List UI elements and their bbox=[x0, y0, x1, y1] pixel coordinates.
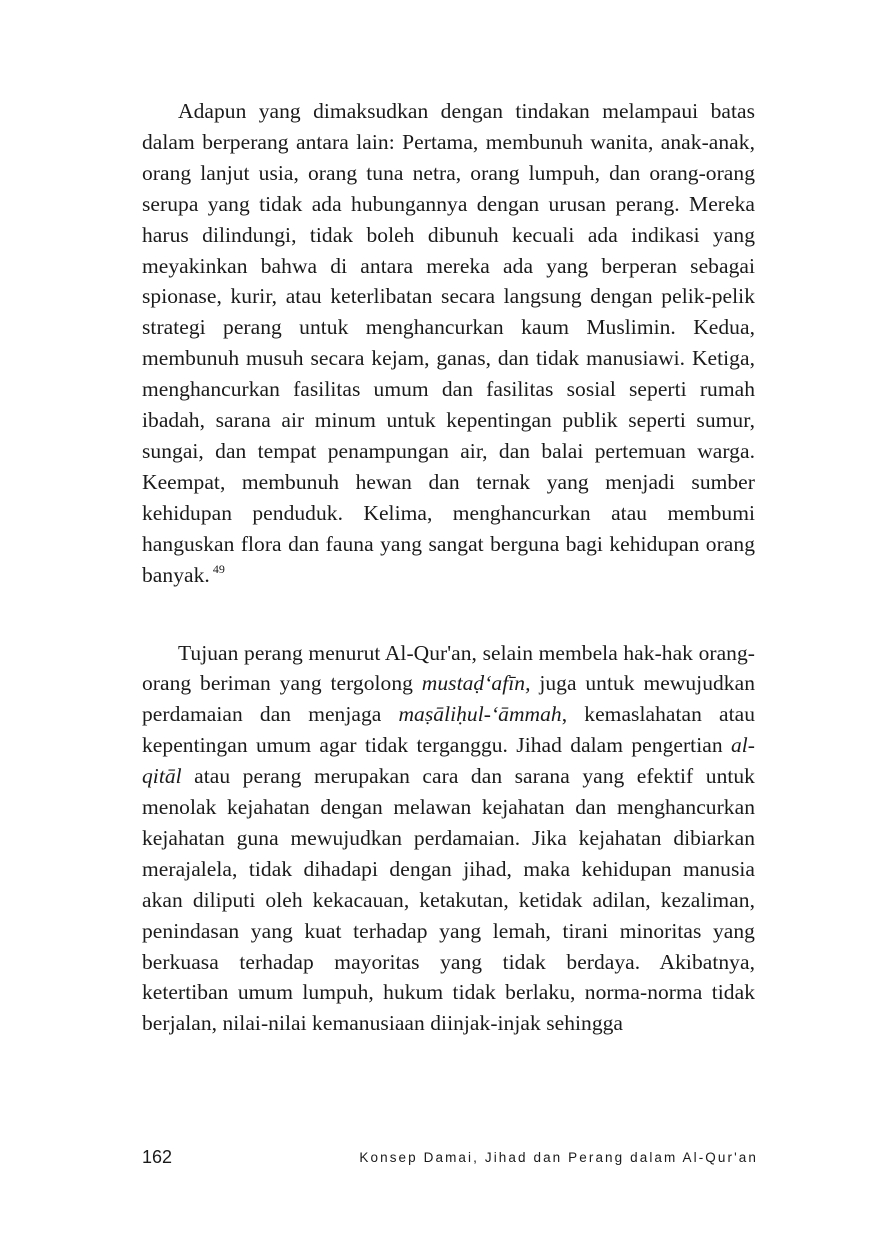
page-number: 162 bbox=[142, 1147, 173, 1167]
italic-term: maṣāliḥul-ʻāmmah bbox=[398, 702, 562, 727]
paragraph bbox=[142, 638, 755, 1040]
text-run: , kemaslahatan atau kepentingan umum agar tidak terganggu. Jihad dalam pengertian bbox=[142, 702, 755, 758]
page-footer bbox=[142, 1147, 758, 1171]
running-title: Konsep Damai, Jihad dan Perang dalam Al-Qur'an bbox=[359, 1150, 758, 1165]
footnote-reference: 49 bbox=[212, 561, 225, 576]
italic-term: al-qitāl bbox=[142, 733, 755, 789]
text-run: Adapun yang dimaksudkan dengan tindakan melampaui batas dalam berperang antara lain: Pertama, membunuh wanita, anak-anak, orang lanjut usia, orang tuna netra, orang lumpuh, dan orang-orang serupa yang tidak ada hubungannya dengan urusan perang. Mereka harus dilindungi, tidak boleh dibunuh kecuali ada indikasi yang meyakinkan bahwa di antara mereka ada yang berperan sebagai spionase, kurir, atau keterlibatan secara langsung dengan pelik-pelik strategi perang untuk menghancurkan kaum Muslimin. Kedua, membunuh musuh secara kejam, ganas, dan tidak manusiawi. Ketiga, menghancurkan fasilitas umum dan fasilitas sosial seperti rumah ibadah, sarana air minum untuk kepentingan publik seperti sumur, sungai, dan tempat penampungan air, dan balai pertemuan warga. Keempat, membunuh hewan dan ternak yang menjadi sumber kehidupan penduduk. Kelima, menghancurkan atau membumi hanguskan flora dan fauna yang sangat berguna bagi kehidupan orang banyak. bbox=[142, 99, 755, 587]
italic-term: mustaḍʻafīn, bbox=[421, 671, 531, 696]
paragraph bbox=[142, 96, 755, 591]
text-run: atau perang merupakan cara dan sarana yang efektif untuk menolak kejahatan dengan melawan kejahatan dan menghancurkan kejahatan guna mewujudkan perdamaian. Jika kejahatan dibiarkan merajalela, tidak dihadapi dengan jihad, maka kehidupan manusia akan diliputi oleh kekacauan, ketakutan, ketidak adilan, kezaliman, penindasan yang kuat terhadap yang lemah, tirani minoritas yang berkuasa terhadap mayoritas yang tidak berdaya. Akibatnya, ketertiban umum lumpuh, hukum tidak berlaku, norma-norma tidak berjalan, nilai-nilai kemanusiaan diinjak-injak sehingga bbox=[142, 764, 755, 1036]
page-body bbox=[142, 96, 755, 1039]
text-run: Tujuan perang menurut Al-Qur'an, selain membela hak-hak orang-orang beriman yang tergolong bbox=[142, 640, 755, 696]
text-run: juga untuk mewujudkan perdamaian dan menjaga bbox=[142, 671, 755, 727]
